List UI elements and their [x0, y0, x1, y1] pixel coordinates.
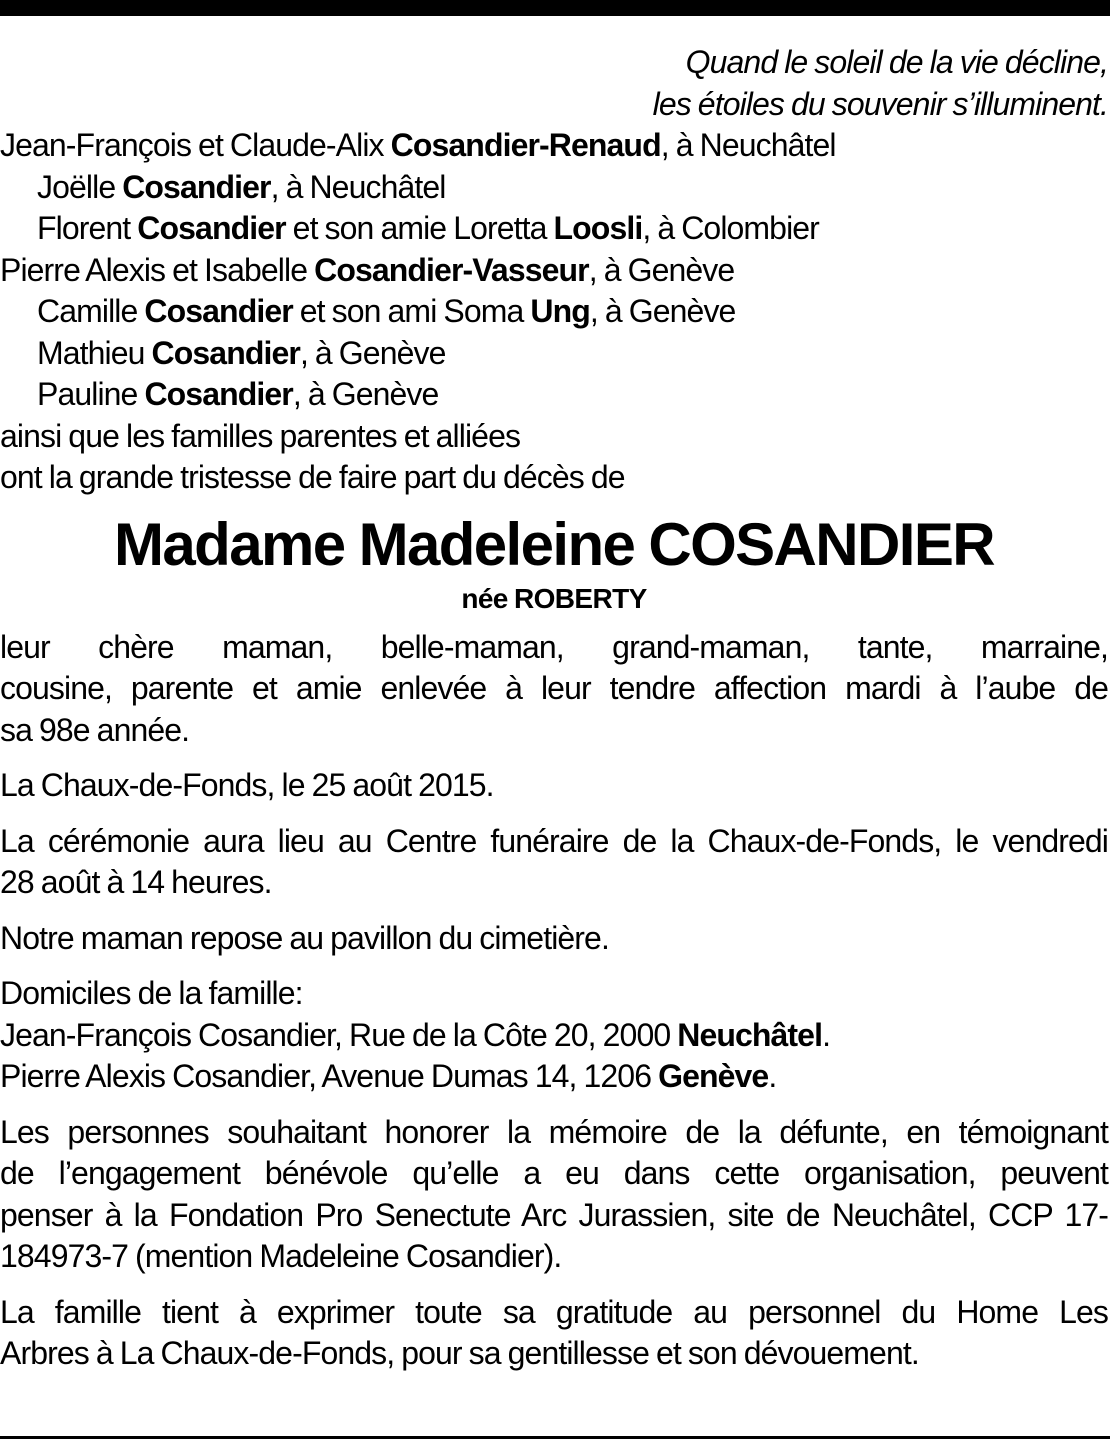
- address-line: Pierre Alexis Cosandier, Avenue Dumas 14, 1206 Genève.: [0, 1058, 777, 1094]
- family-surname: Cosandier: [151, 334, 300, 371]
- tribute-paragraph: leur chère maman, belle-maman, grand-maman, tante, marraine, cousine, parente et amie enlevée à leur tendre affection mardi à l’aube de sa 98e année.: [0, 628, 1108, 748]
- address-city: Genève: [658, 1058, 769, 1094]
- family-member: Joëlle Cosandier, à Neuchâtel: [37, 168, 446, 205]
- epigraph-line: Quand le soleil de la vie décline,: [685, 44, 1108, 80]
- bottom-rule: [0, 1436, 1110, 1439]
- epigraph: [0, 42, 1108, 125]
- family-surname: Cosandier: [144, 376, 293, 412]
- family-surname: Cosandier: [144, 293, 293, 329]
- family-surname: Cosandier: [122, 168, 271, 205]
- domiciles-label: Domiciles de la famille:: [0, 975, 303, 1011]
- donation-paragraph: Les personnes souhaitant honorer la mémoire de la défunte, en témoignant de l’engagement bénévole qu’elle a eu dans cette organisation, peuvent penser à la Fondation Pro Senectute Arc Jurassien, site de Neuchâtel, CCP 17- 184973-7 (mention Madeleine Cosandier).: [0, 1113, 1108, 1274]
- family-member: Mathieu Cosandier, à Genève: [37, 334, 446, 371]
- rest-paragraph: Notre maman repose au pavillon du cimetière.: [0, 919, 609, 956]
- family-surname: Cosandier-Vasseur: [314, 251, 589, 288]
- address-city: Neuchâtel: [677, 1016, 823, 1053]
- family-member: Camille Cosandier et son ami Soma Ung, à Genève: [37, 293, 736, 329]
- top-rule: [0, 0, 1110, 16]
- maiden-name: née ROBERTY: [461, 582, 647, 614]
- family-surname: Cosandier: [137, 210, 286, 246]
- intro-line: ont la grande tristesse de faire part du décès de: [0, 459, 625, 495]
- family-surname: Ung: [530, 293, 590, 329]
- intro-line: ainsi que les familles parentes et alliées: [0, 417, 521, 454]
- ceremony-paragraph: La cérémonie aura lieu au Centre funéraire de la Chaux-de-Fonds, le vendredi 28 août à 14 heures.: [0, 822, 1108, 900]
- family-member: Florent Cosandier et son amie Loretta Loosli, à Colombier: [37, 210, 819, 246]
- thanks-paragraph: La famille tient à exprimer toute sa gratitude au personnel du Home Les Arbres à La Chaux-de-Fonds, pour sa gentillesse et son dévouement.: [0, 1293, 1108, 1371]
- family-list: [0, 125, 1108, 499]
- family-member: Jean-François et Claude-Alix Cosandier-Renaud, à Neuchâtel: [0, 127, 836, 163]
- place-date: La Chaux-de-Fonds, le 25 août 2015.: [0, 767, 494, 803]
- domiciles-paragraph: [0, 973, 1108, 1098]
- family-member: Pauline Cosandier, à Genève: [37, 376, 439, 412]
- deceased-name: Madame Madeleine COSANDIER: [114, 510, 994, 578]
- family-surname: Loosli: [553, 210, 643, 246]
- epigraph-line: les étoiles du souvenir s’illuminent.: [652, 85, 1108, 122]
- obituary-notice: [0, 42, 1108, 1375]
- family-surname: Cosandier-Renaud: [390, 127, 661, 163]
- family-member: Pierre Alexis et Isabelle Cosandier-Vasseur, à Genève: [0, 251, 735, 288]
- address-line: Jean-François Cosandier, Rue de la Côte 20, 2000 Neuchâtel.: [0, 1016, 831, 1053]
